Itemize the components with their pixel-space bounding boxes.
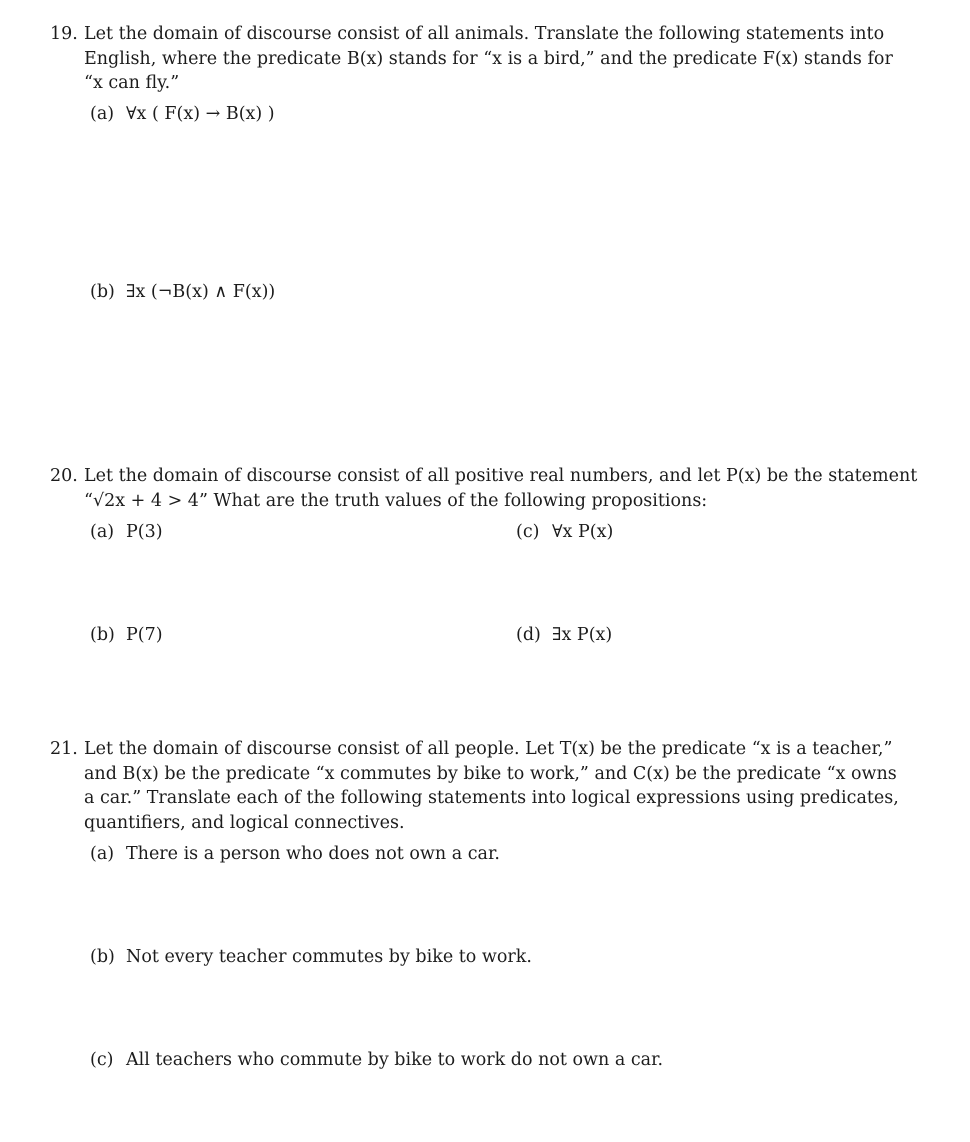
q20-part-c-expr: ∀x P(x) xyxy=(552,522,614,542)
q20-line-2: “√2x + 4 > 4” What are the truth values of the following propositions: xyxy=(84,490,708,511)
q19-part-b-expr: ∃x (¬B(x) ∧ F(x)) xyxy=(126,282,276,302)
q21-part-c xyxy=(90,1048,663,1073)
q19-line-3: “x can fly.” xyxy=(84,73,180,93)
q21-part-b-label: (b) xyxy=(90,947,115,967)
q20-part-a-expr: P(3) xyxy=(126,522,163,542)
q19-part-b-label: (b) xyxy=(90,282,115,302)
q19-part-a xyxy=(90,102,275,127)
q21-part-c-label: (c) xyxy=(90,1050,114,1070)
q21-line-2: and B(x) be the predicate “x commutes by bike to work,” and C(x) be the predicate “x owns xyxy=(84,763,897,784)
q21-part-a-label: (a) xyxy=(90,844,115,864)
q20-part-b xyxy=(90,623,163,648)
q20-part-d-expr: ∃x P(x) xyxy=(552,625,613,645)
q20-part-a xyxy=(90,520,163,545)
q19-line-1: Let the domain of discourse consist of all animals. Translate the following statements into xyxy=(84,24,885,44)
q20-line-1: Let the domain of discourse consist of all positive real numbers, and let P(x) be the statement xyxy=(84,466,918,486)
question-19-text xyxy=(84,22,893,96)
q20-part-b-expr: P(7) xyxy=(126,625,163,645)
q21-part-a-text: There is a person who does not own a car. xyxy=(126,844,500,864)
q20-part-b-label: (b) xyxy=(90,625,115,645)
q19-part-a-label: (a) xyxy=(90,104,115,124)
question-21-number: 21. xyxy=(50,739,78,759)
q20-part-d xyxy=(516,623,612,648)
q21-part-b xyxy=(90,945,532,970)
q21-part-a xyxy=(90,842,500,867)
q21-part-c-text: All teachers who commute by bike to work do not own a car. xyxy=(126,1050,664,1070)
q20-part-d-label: (d) xyxy=(516,625,541,645)
q19-line-2: English, where the predicate B(x) stands for “x is a bird,” and the predicate F(x) stands for xyxy=(84,48,893,69)
q19-part-b xyxy=(90,280,275,305)
question-19-number: 19. xyxy=(50,24,78,44)
q20-part-c-label: (c) xyxy=(516,522,540,542)
q20-part-c xyxy=(516,520,613,545)
q19-part-a-expr: ∀x ( F(x) → B(x) ) xyxy=(126,104,275,124)
q20-part-a-label: (a) xyxy=(90,522,115,542)
q21-line-3: a car.” Translate each of the following statements into logical expressions using predicates, xyxy=(84,788,899,808)
q21-line-1: Let the domain of discourse consist of all people. Let T(x) be the predicate “x is a teacher,” xyxy=(84,739,893,759)
question-20-number: 20. xyxy=(50,466,78,486)
q21-line-4: quantifiers, and logical connectives. xyxy=(84,812,405,833)
question-21-text xyxy=(84,737,899,835)
question-20-text xyxy=(84,464,918,513)
q21-part-b-text: Not every teacher commutes by bike to work. xyxy=(126,947,532,967)
